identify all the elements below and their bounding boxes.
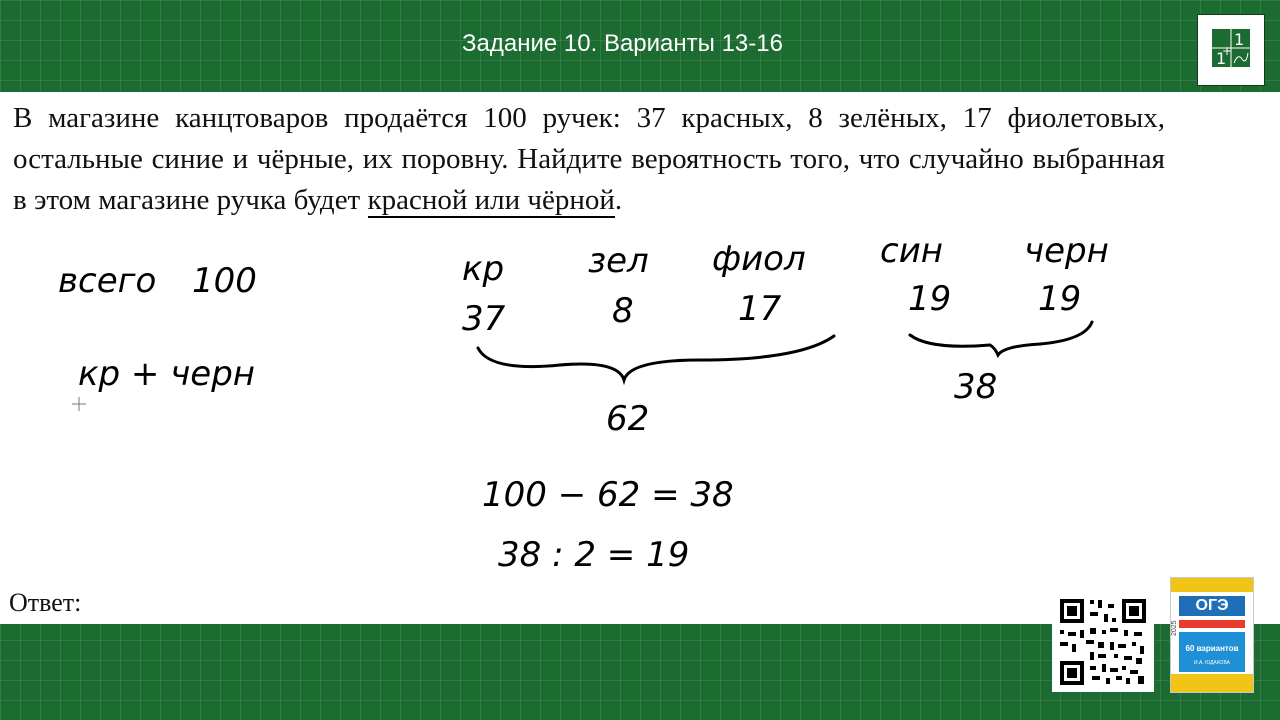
problem-end: . xyxy=(614,184,623,216)
equation-division: 38 : 2 = 19 xyxy=(498,535,690,575)
equation-subtraction: 100 − 62 = 38 xyxy=(482,475,734,515)
problem-text: В магазине канцтоваров продаётся 100 ручек: 37 красных, 8 зелёных, 17 фиолетовых, остальные синие и чёрные, их поровну. Найдите вероятность того, что случайно выбранная в этом магазине ручка будет xyxy=(13,102,1165,216)
qr-code[interactable] xyxy=(1052,592,1154,692)
group1-sum: 62 xyxy=(606,399,650,439)
category-value-blue: 19 xyxy=(908,279,952,319)
answer-label: Ответ: xyxy=(9,588,82,617)
total-label: всего xyxy=(58,261,157,301)
book-year: 2025 xyxy=(1171,620,1178,636)
svg-text:1: 1 xyxy=(1216,49,1227,68)
category-value-green: 8 xyxy=(612,291,634,331)
sum-label: кр + черн xyxy=(78,354,256,394)
book-variants: 60 вариантов xyxy=(1185,644,1239,653)
category-value-violet: 17 xyxy=(738,289,782,329)
exam-book-cover[interactable] xyxy=(1170,577,1254,693)
group1-brace xyxy=(478,336,834,380)
category-label-black: черн xyxy=(1024,231,1109,271)
category-value-red: 37 xyxy=(462,299,506,339)
highlighted-condition: красной или чёрной xyxy=(367,184,615,216)
cursor-cross xyxy=(72,397,86,411)
category-label-red: кр xyxy=(462,249,505,289)
category-label-blue: син xyxy=(880,231,944,271)
svg-text:+: + xyxy=(1222,44,1233,58)
svg-text:1: 1 xyxy=(1234,30,1245,49)
book-bottom-band xyxy=(1171,674,1253,692)
group2-brace xyxy=(910,322,1092,355)
book-red-band xyxy=(1179,620,1245,628)
category-value-black: 19 xyxy=(1038,279,1082,319)
book-exam-title: ОГЭ xyxy=(1179,596,1245,616)
book-author: И.А. ЮДАКОВА xyxy=(1194,660,1230,666)
group2-sum: 38 xyxy=(954,367,998,407)
page-title: Задание 10. Варианты 13-16 xyxy=(462,30,783,57)
category-label-violet: фиол xyxy=(712,239,806,279)
book-top-band xyxy=(1171,578,1253,592)
total-value: 100 xyxy=(192,261,257,301)
category-label-green: зел xyxy=(588,241,649,281)
